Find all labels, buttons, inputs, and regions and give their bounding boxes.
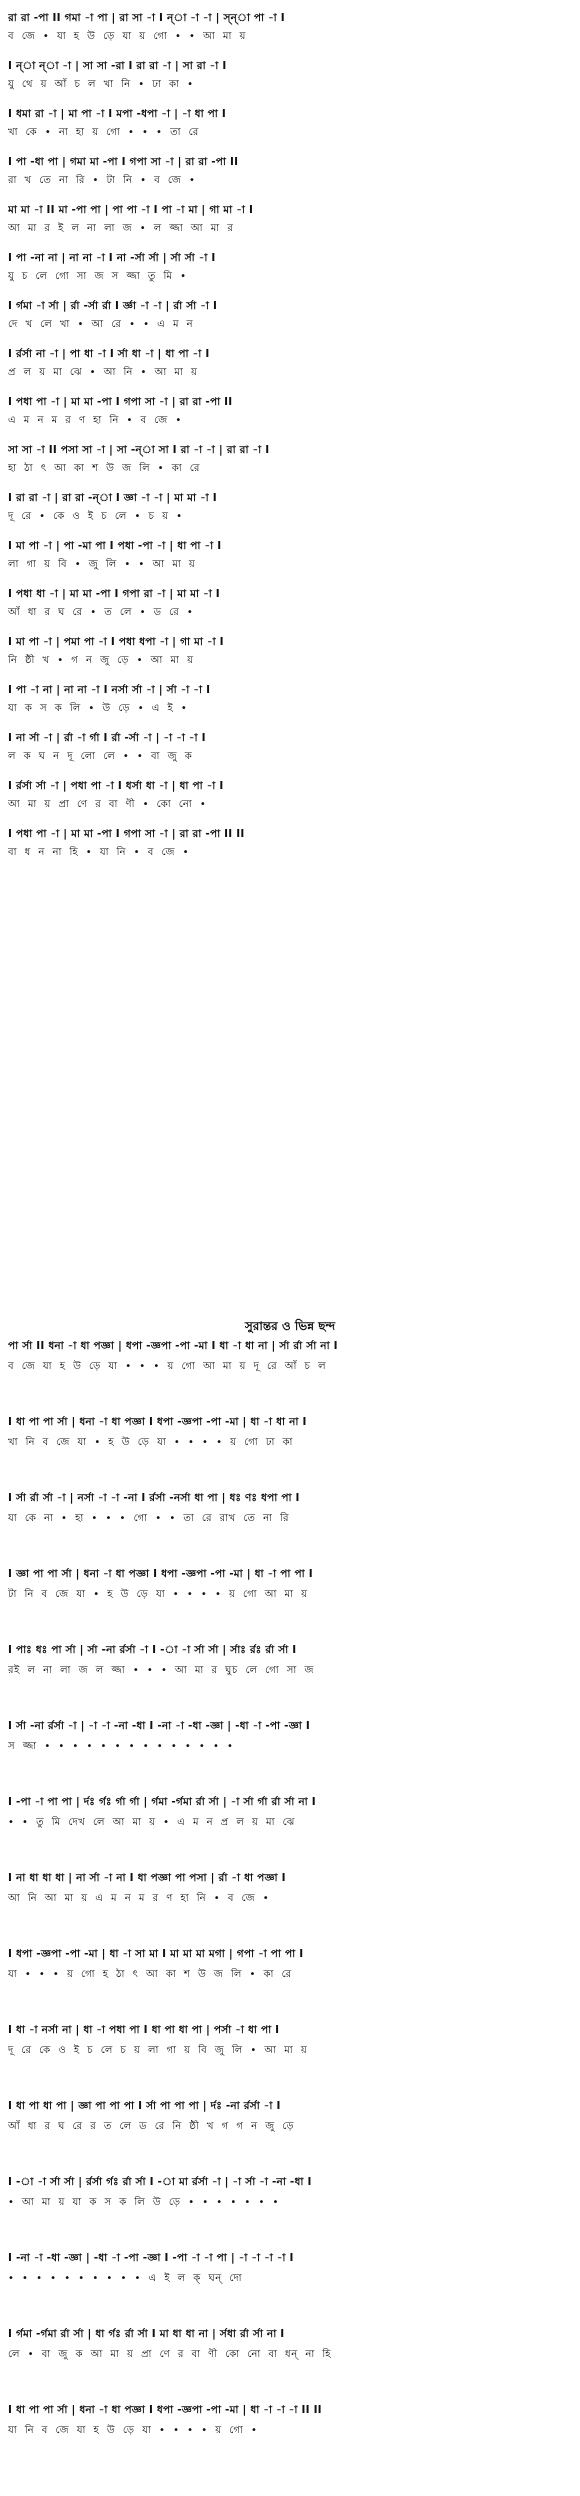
lyric-line: ব জে • যা হ উ ড়ে যা য় গো • • আ মা য় xyxy=(8,31,247,42)
lyric-line: • আ মা য় যা ক স ক লি উ ড়ে • • • • • • • xyxy=(8,2197,280,2208)
lyric-line: প্র ল য় মা ঝে • আ নি • আ মা য় xyxy=(8,367,198,378)
lyric-line: লা গা য় বি • জু লি • • আ মা য় xyxy=(8,559,196,570)
lyric-line: দূ রে • কে ও ই চ লে • চ য় • xyxy=(8,511,183,522)
notation-line: I -া -া র্সা র্সা | র্রর্সা র্গঃ র্রা র্সা I -া মা র্রর্সা -া | -া র্সা -া -না -ধা I xyxy=(8,2176,312,2188)
notation-line: পা র্সা II ধনা -া ধা পজ্ঞা | ধপা -জ্ঞপা -পা -মা I ধা -া ধা না | র্সা র্রা র্সা না I xyxy=(8,1340,338,1352)
lyric-line: • • তু মি দেখ লে আ মা য় • এ ম ন প্র ল য় মা ঝে xyxy=(8,1817,295,1828)
lyric-line: যা নি ব জে যা হ উ ড়ে যা • • • • য় গো • xyxy=(8,2425,258,2436)
notation-line: I না র্সা -া | র্রা -া র্গা I র্রা -র্সা -া | -া -া -া I xyxy=(8,732,206,744)
notation-line: I পাঃ ধঃ পা র্সা | র্সা -না র্রর্সা -া I -া -া র্সা র্সা | র্সাঃ র্রঃ র্রা র্সা I xyxy=(8,1644,297,1656)
notation-line: I মা পা -া | পমা পা -া I পধা ধপা -া | গা মা -া I xyxy=(8,636,224,648)
notation-line: মা মা -া II মা -পা পা | পা পা -া I পা -া মা | গা মা -া I xyxy=(8,204,254,216)
notation-line: I ধা -া নর্সা না | ধা -া পধা পা I ধা পা ধা পা | পর্সা -া ধা পা I xyxy=(8,2024,280,2036)
notation-line: I -পা -া পা পা | র্দঃ র্গঃ র্গা র্গা | র্গমা -র্গমা র্রা র্সা | -া র্সা র্গা র্রা র্সা না I xyxy=(8,1796,316,1808)
notation-line: I র্গমা -র্গমা র্রা র্সা | ধা র্গঃ র্রা র্সা I মা ধা ধা না | র্সধা র্রা র্সা না I xyxy=(8,2328,285,2340)
lyric-line: বা ধ ন না হি • যা নি • ব জে • xyxy=(8,847,190,858)
notation-line: I ধা পা ধা পা | জ্ঞা পা পা পা I র্সা পা পা পা | র্দঃ -না র্রর্সা -া I xyxy=(8,2100,281,2112)
notation-line: I না ধা ধা ধা | না র্সা -া না I ধা পজ্ঞা পা পসা | র্রা -া ধা পজ্ঞা I xyxy=(8,1872,286,1884)
lyric-line: দূ রে কে ও ই চ লে চ য় লা গা য় বি জু লি • আ মা য় xyxy=(8,2045,308,2056)
lyric-line: এ ম ন ম র ণ হা নি • ব জে • xyxy=(8,415,182,426)
notation-line: I মা পা -া | পা -মা পা I পধা -পা -া | ধা পা -া I xyxy=(8,540,222,552)
notation-line: I র্সা র্রা র্সা -া | নর্সা -া -া -না I র্রর্সা -নর্সা ধা পা | ধঃ ণঃ ধপা পা I xyxy=(8,1492,300,1504)
lyric-line: আঁ ধা র ঘ রে র ত লে ড রে নি ষ্ঠী খ গ গ ন জু ড়ে xyxy=(8,2121,295,2132)
notation-line: রা রা -পা II গমা -া পা | রা সা -া I ন্‌া -া -া | স্‌ন্‌া পা -া I xyxy=(8,12,285,24)
lyric-line: দে খ লে খা • আ রে • • এ ম ন xyxy=(8,319,194,330)
lyric-line: যু থে য় আঁ চ ল খা নি • ঢা কা • xyxy=(8,79,194,90)
notation-line: I ধপা -জ্ঞপা -পা -মা | ধা -া সা মা I মা মা মা মগা | গপা -া পা পা I xyxy=(8,1948,304,1960)
lyric-line: যা • • • য় গো হ ঠা ৎ আ কা শ উ জ লি • কা রে xyxy=(8,1969,292,1980)
notation-line: I র্রর্সা র্সা -া | পধা পা -া I ধর্সা ধা -া | ধা পা -া I xyxy=(8,780,224,792)
lyric-line: যা কে না • হা • • • গো • • তা রে রাখ তে না রি xyxy=(8,1513,290,1524)
notation-line: I পা -া না | না না -া I নর্সা র্সা -া | র্সা -া -া I xyxy=(8,684,211,696)
notation-line: I পা -না না | না না -া I না -র্সা র্সা | র্সা র্সা -া I xyxy=(8,252,216,264)
notation-line: I ধা পা পা র্সা | ধনা -া ধা পজ্ঞা I ধপা -জ্ঞপা -পা -মা | ধা -া -া -া II II xyxy=(8,2404,322,2416)
notation-line: I জ্ঞা পা পা র্সা | ধনা -া ধা পজ্ঞা I ধপা -জ্ঞপা -পা -মা | ধা -া পা পা I xyxy=(8,1568,313,1580)
lyric-line: আ মা র ই ল না লা জ • ল জ্জা আ মা র xyxy=(8,223,234,234)
lyric-line: • • • • • • • • • • এ ই ল ক্‌ ঘন্‌ দো xyxy=(8,2273,243,2284)
lyric-line: স জ্জা • • • • • • • • • • • • • • xyxy=(8,1741,234,1752)
notation-line: I পধা পা -া | মা মা -পা I গপা সা -া | রা রা -পা II xyxy=(8,396,233,408)
notation-line: I পা -ধা পা | গমা মা -পা I গপা সা -া | রা রা -পা II xyxy=(8,156,239,168)
lyric-line: টা নি ব জে যা • হ উ ড়ে যা • • • • য় গো আ মা য় xyxy=(8,1589,308,1600)
lyric-line: আ নি আ মা য় এ ম ন ম র ণ হা নি • ব জে • xyxy=(8,1893,270,1904)
lyric-line: যা ক স ক লি • উ ড়ে • এ ই • xyxy=(8,703,188,714)
lyric-line: খা নি ব জে যা • হ উ ড়ে যা • • • • য় গো ঢা কা xyxy=(8,1437,294,1448)
lyric-line: খা কে • না হা য় গো • • • তা রে xyxy=(8,127,199,138)
notation-line: I রা রা -া | রা রা -ন্‌া I জ্ঞা -া -া | মা মা -া I xyxy=(8,492,217,504)
lyric-line: যু চ লে গো সা জ স জ্জা তু মি • xyxy=(8,271,187,282)
notation-line: I -না -া -ধা -জ্ঞা | -ধা -া -পা -জ্ঞা I -পা -া -া পা | -া -া -া -া I xyxy=(8,2252,294,2264)
notation-line: I পধা ধা -া | মা মা -পা I গপা রা -া | মা মা -া I xyxy=(8,588,220,600)
section-title: সুরান্তর ও ভিন্ন ছন্দ xyxy=(244,1319,336,1333)
notation-line: I ধমা রা -া | মা পা -া I মপা -ধপা -া | -া ধা পা I xyxy=(8,108,226,120)
lyric-line: আঁ ধা র ঘ রে • ত লে • ড রে • xyxy=(8,607,194,618)
notation-line: I র্গমা -া র্সা | র্রা -র্সা র্রা I র্জ্ঞা -া -া | র্রা র্সা -া I xyxy=(8,300,218,312)
lyric-line: হা ঠা ৎ আ কা শ উ জ লি • কা রে xyxy=(8,463,200,474)
lyric-line: ব জে যা হ উ ড়ে যা • • • য় গো আ মা য় দূ রে আঁ চ ল xyxy=(8,1361,327,1372)
notation-line: I ন্‌া ন্‌া -া | সা সা -রা I রা রা -া | সা রা -া I xyxy=(8,60,227,72)
notation-line: I ধা পা পা র্সা | ধনা -া ধা পজ্ঞা I ধপা -জ্ঞপা -পা -মা | ধা -া ধা না I xyxy=(8,1416,307,1428)
lyric-line: রই ল না লা জ ল জ্জা • • • আ মা র ঘুচ লে গো সা জ xyxy=(8,1665,314,1676)
notation-line: সা সা -া II পসা সা -া | সা -ন্‌া সা I রা -া -া | রা রা -া I xyxy=(8,444,270,456)
lyric-line: রা খ তে না রি • টা নি • ব জে • xyxy=(8,175,196,186)
notation-line: I র্সা -না র্রর্সা -া | -া -া -না -ধা I -না -া -ধা -জ্ঞা | -ধা -া -পা -জ্ঞা I xyxy=(8,1720,310,1732)
notation-line: I পধা পা -া | মা মা -পা I গপা সা -া | রা রা -পা II II xyxy=(8,828,245,840)
lyric-line: আ মা য় প্রা ণে র বা ণী • কো নো • xyxy=(8,799,207,810)
lyric-line: নি ষ্ঠী খ • গ ন জু ড়ে • আ মা য় xyxy=(8,655,194,666)
lyric-line: লে • বা জু ক আ মা য় প্রা ণে র বা ণী কো নো বা ধন্ না হি xyxy=(8,2349,332,2360)
lyric-line: ল ক ঘ ন দূ লো লে • • বা জু ক xyxy=(8,751,193,762)
notation-line: I র্রর্সা না -া | পা ধা -া I র্সা ধা -া | ধা পা -া I xyxy=(8,348,210,360)
